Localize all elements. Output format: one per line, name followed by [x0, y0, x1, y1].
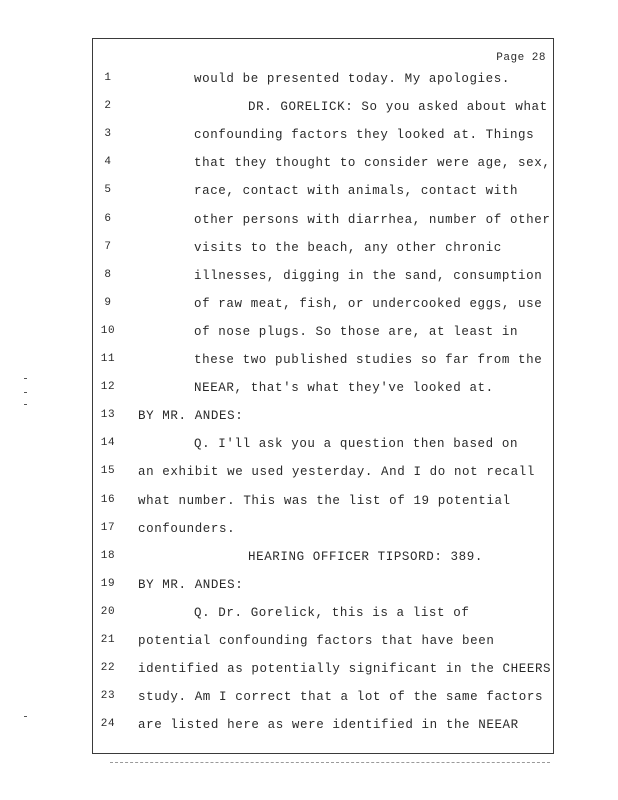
line-text: are listed here as were identified in the NEEAR — [138, 718, 519, 733]
line-number: 16 — [100, 493, 116, 506]
transcript-line — [0, 381, 618, 401]
line-number: 3 — [104, 128, 112, 141]
transcript-line — [0, 409, 618, 429]
line-text: would be presented today. My apologies. — [194, 72, 510, 86]
scan-edge-artifact — [110, 762, 550, 764]
transcript-line — [0, 184, 618, 204]
transcript-line — [0, 465, 618, 485]
line-text: what number. This was the list of 19 potential — [138, 493, 511, 508]
line-text: these two published studies so far from the — [194, 353, 543, 367]
line-text: HEARING OFFICER TIPSORD: 389. — [248, 549, 483, 564]
line-number: 13 — [100, 409, 116, 422]
line-text: illnesses, digging in the sand, consumption — [194, 268, 543, 283]
transcript-line — [0, 241, 618, 261]
line-number: 22 — [100, 662, 116, 675]
line-text: of raw meat, fish, or undercooked eggs, use — [194, 296, 543, 311]
line-number: 5 — [104, 184, 112, 197]
line-text: visits to the beach, any other chronic — [194, 240, 502, 255]
line-text: an exhibit we used yesterday. And I do not recall — [138, 465, 535, 480]
line-text: BY MR. ANDES: — [138, 577, 244, 592]
transcript-line — [0, 128, 618, 148]
line-number: 6 — [104, 212, 112, 225]
line-number: 12 — [100, 381, 116, 394]
line-number: 20 — [100, 605, 116, 618]
transcript-line — [0, 269, 618, 289]
transcript-line — [0, 578, 618, 598]
line-number: 1 — [104, 72, 112, 84]
margin-mark — [24, 404, 27, 405]
line-text: Q. Dr. Gorelick, this is a list of — [194, 605, 470, 620]
transcript-line — [0, 634, 618, 654]
line-text: NEEAR, that's what they've looked at. — [194, 381, 494, 396]
line-text: identified as potentially significant in the CHEERS — [138, 662, 552, 677]
transcript-line — [0, 72, 618, 92]
page-number: Page 28 — [496, 52, 546, 64]
line-number: 18 — [100, 549, 116, 562]
margin-mark — [24, 378, 27, 379]
transcript-line — [0, 437, 618, 457]
line-number: 7 — [104, 240, 112, 253]
line-number: 17 — [100, 521, 116, 534]
line-number: 23 — [100, 690, 116, 703]
transcript-line — [0, 213, 618, 233]
line-text: other persons with diarrhea, number of other — [194, 212, 551, 227]
line-text: BY MR. ANDES: — [138, 409, 244, 424]
line-number: 15 — [100, 465, 116, 478]
transcript-line — [0, 662, 618, 682]
transcript-line — [0, 550, 618, 570]
line-text: of nose plugs. So those are, at least in — [194, 324, 519, 339]
line-number: 19 — [100, 577, 116, 590]
line-number: 4 — [104, 156, 112, 169]
line-text: Q. I'll ask you a question then based on — [194, 437, 519, 452]
line-number: 11 — [100, 353, 116, 365]
transcript-line — [0, 522, 618, 542]
line-number: 14 — [100, 437, 116, 450]
line-text: race, contact with animals, contact with — [194, 184, 519, 199]
line-text: that they thought to consider were age, sex, — [194, 156, 551, 171]
transcript-line — [0, 156, 618, 176]
transcript-line — [0, 353, 618, 373]
line-number: 24 — [100, 718, 116, 731]
transcript-line — [0, 606, 618, 626]
transcript-line — [0, 325, 618, 345]
transcript-line — [0, 690, 618, 710]
line-text: confounders. — [138, 521, 236, 536]
transcript-line — [0, 494, 618, 514]
margin-mark — [24, 716, 27, 717]
line-text: potential confounding factors that have been — [138, 634, 495, 648]
line-number: 2 — [104, 100, 112, 113]
line-text: DR. GORELICK: So you asked about what — [248, 100, 548, 115]
line-number: 21 — [100, 634, 116, 646]
line-number: 8 — [104, 268, 112, 281]
line-number: 9 — [104, 296, 112, 309]
line-text: study. Am I correct that a lot of the same factors — [138, 690, 544, 705]
line-text: confounding factors they looked at. Things — [194, 128, 535, 143]
transcript-line — [0, 297, 618, 317]
line-number: 10 — [100, 324, 116, 337]
transcript-line — [0, 100, 618, 120]
transcript-line — [0, 718, 618, 738]
